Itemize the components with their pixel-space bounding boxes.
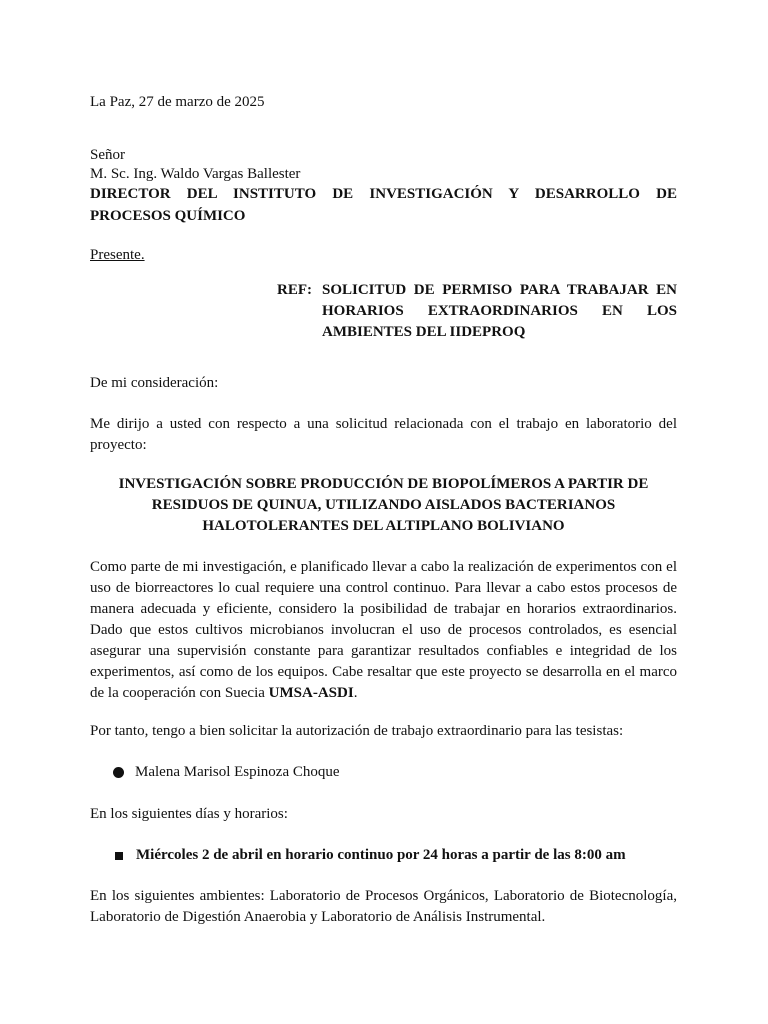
- project-title-line3: HALOTOLERANTES DEL ALTIPLANO BOLIVIANO: [202, 518, 565, 534]
- schedule-intro: En los siguientes días y horarios:: [90, 806, 288, 822]
- schedule-item: Miércoles 2 de abril en horario continuo por 24 horas a partir de las 8:00 am: [136, 847, 626, 863]
- presente: Presente.: [90, 247, 145, 263]
- greeting: De mi consideración:: [90, 375, 219, 391]
- ref-label: REF:: [277, 282, 312, 298]
- intro-paragraph: Me dirijo a usted con respecto a una solicitud relacionada con el trabajo en laboratorio del proyecto:: [90, 416, 677, 453]
- student-name: Malena Marisol Espinoza Choque: [135, 764, 340, 780]
- project-title-line2: RESIDUOS DE QUINUA, UTILIZANDO AISLADOS BACTERIANOS: [151, 497, 616, 513]
- addressee-name: M. Sc. Ing. Waldo Vargas Ballester: [90, 166, 301, 182]
- addressee-title-line2: PROCESOS QUÍMICO: [90, 208, 246, 224]
- body-paragraph-end: .: [353, 685, 358, 701]
- reference-block: [277, 280, 677, 343]
- project-title-line1: INVESTIGACIÓN SOBRE PRODUCCIÓN DE BIOPOLÍMEROS A PARTIR DE: [118, 476, 649, 492]
- request-line: Por tanto, tengo a bien solicitar la autorización de trabajo extraordinario para las tesistas:: [90, 723, 624, 739]
- bullet-dot-icon: [113, 767, 124, 778]
- date-line: La Paz, 27 de marzo de 2025: [90, 94, 265, 110]
- body-paragraph-bold: UMSA-ASDI: [268, 685, 354, 701]
- ref-line1: SOLICITUD DE PERMISO PARA TRABAJAR EN: [322, 282, 677, 298]
- body-paragraph: [90, 557, 677, 704]
- ref-line3: AMBIENTES DEL IIDEPROQ: [322, 324, 526, 340]
- addressee-title-line1: DIRECTOR DEL INSTITUTO DE INVESTIGACIÓN Y DESARROLLO DE: [90, 186, 677, 202]
- body-paragraph-text: Como parte de mi investigación, e planificado llevar a cabo la realización de experimentos con el uso de biorreactores lo cual requiere una control continuo. Para llevar a cabo estos procesos de manera adecuada y eficiente, considero la posibilidad de trabajar en horarios extraordinarios. Dado que estos cultivos microbianos involucran el uso de procesos controlados, es esencial asegurar una supervisión constante para garantizar resultados confiables e integridad de los experimentos, así como de los equipos. Cabe resaltar que este proyecto se desarrolla en el marco de la cooperación con Suecia: [90, 559, 677, 701]
- list-item: [113, 762, 340, 783]
- environments-paragraph: En los siguientes ambientes: Laboratorio de Procesos Orgánicos, Laboratorio de Biotecnología, Laboratorio de Digestión Anaerobia y Laboratorio de Análisis Instrumental.: [90, 888, 677, 925]
- bullet-square-icon: [115, 852, 123, 860]
- list-item: [115, 845, 626, 866]
- project-title: [90, 474, 677, 537]
- ref-line2: HORARIOS EXTRAORDINARIOS EN LOS: [322, 303, 677, 319]
- salutation: Señor: [90, 147, 125, 163]
